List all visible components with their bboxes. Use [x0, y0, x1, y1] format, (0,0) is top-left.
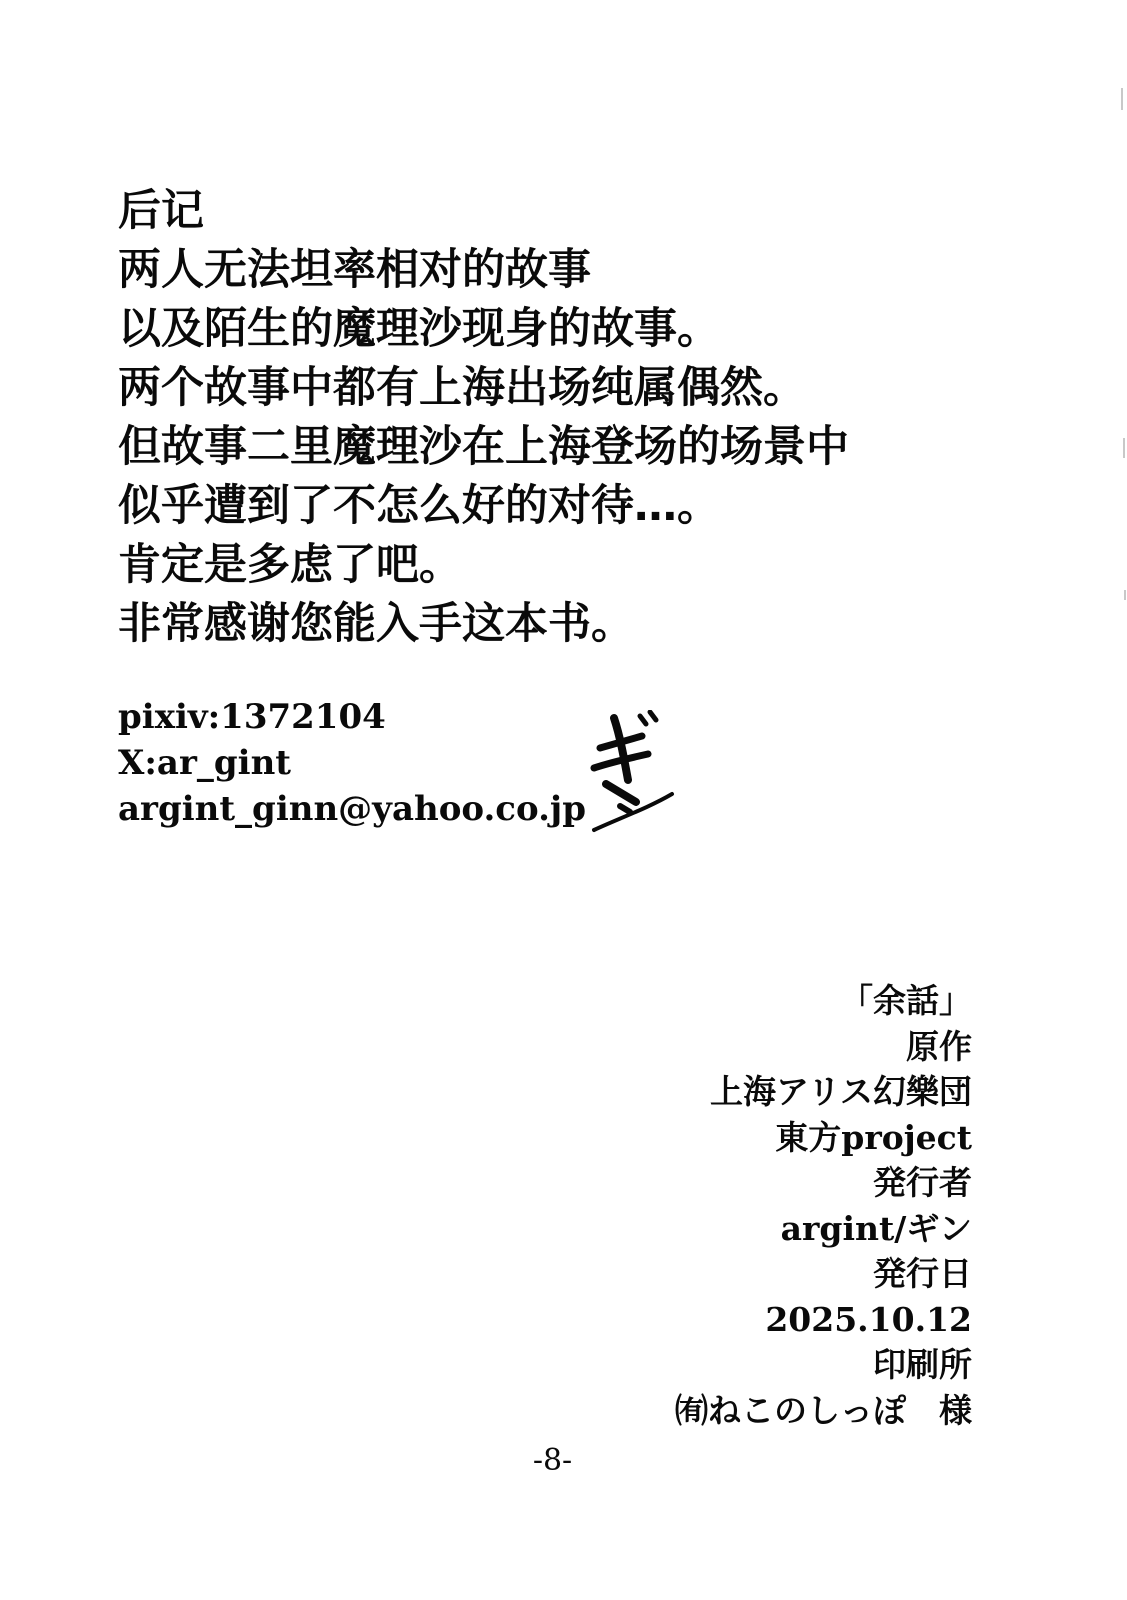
- publish-date: 2025.10.12: [765, 1299, 972, 1339]
- afterword-line: 两个故事中都有上海出场纯属偶然。: [118, 363, 806, 413]
- scan-edge-marks: [1107, 0, 1127, 1600]
- colophon: [675, 978, 972, 1433]
- afterword-line: 肯定是多虑了吧。: [118, 540, 462, 590]
- original-work-label: 原作: [906, 1026, 972, 1066]
- afterword-title: 后记: [118, 186, 204, 236]
- x-handle: X:ar_gint: [118, 743, 291, 783]
- afterword-line: 以及陌生的魔理沙现身的故事。: [118, 304, 720, 354]
- pixiv-id: pixiv:1372104: [118, 697, 386, 737]
- book-title: 「余話」: [840, 981, 972, 1020]
- signature-mark: [580, 710, 690, 835]
- publisher-label: 発行者: [873, 1163, 972, 1202]
- afterword-line: 两人无法坦率相对的故事: [118, 245, 591, 295]
- afterword-line: 似乎遭到了不怎么好的对待…。: [118, 481, 720, 531]
- contact-info: [118, 694, 586, 832]
- original-work-name: 東方project: [775, 1117, 972, 1157]
- publish-date-label: 発行日: [873, 1254, 972, 1293]
- afterword-section: [118, 182, 849, 654]
- page-number: -8-: [532, 1443, 573, 1478]
- printer-label: 印刷所: [873, 1345, 972, 1384]
- publisher-name: argint/ギン: [780, 1208, 972, 1248]
- email-address: argint_ginn@yahoo.co.jp: [118, 789, 586, 829]
- original-work-circle: 上海アリス幻樂団: [709, 1072, 972, 1111]
- printer-name: ㈲ねこのしっぽ 様: [675, 1390, 972, 1430]
- afterword-line: 非常感谢您能入手这本书。: [118, 599, 634, 649]
- afterword-line: 但故事二里魔理沙在上海登场的场景中: [118, 422, 849, 472]
